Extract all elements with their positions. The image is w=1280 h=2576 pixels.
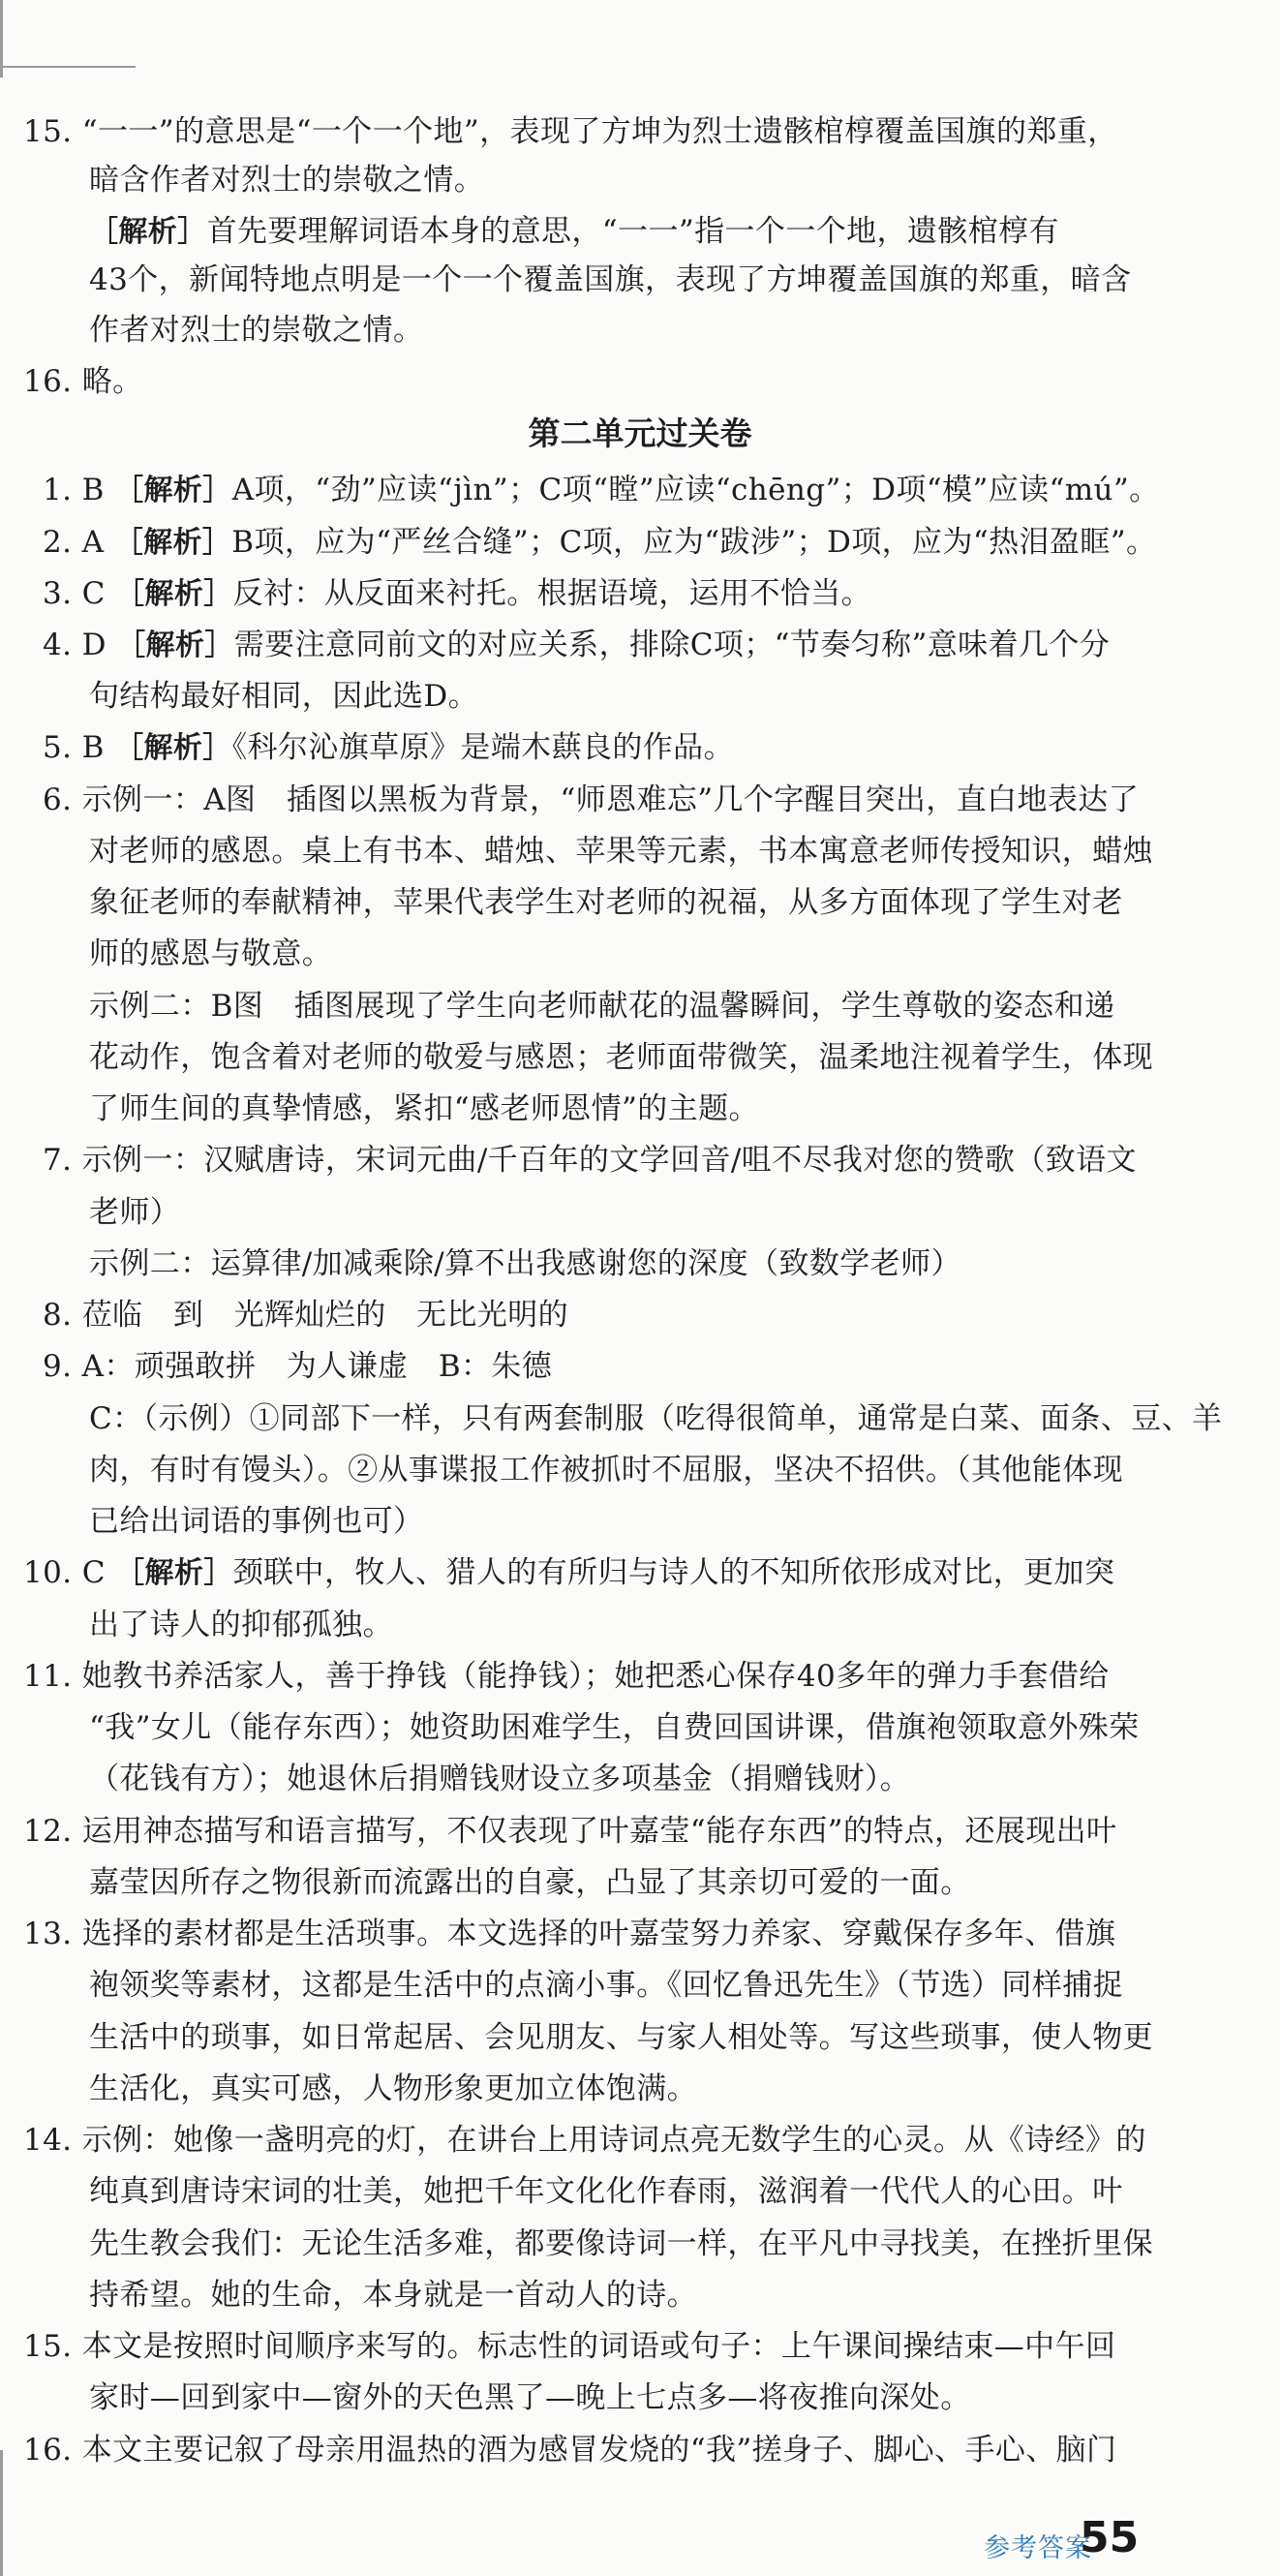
answer-line: “我”女儿（能存东西）；她资助困难学生，自费回国讲课，借旗袍领取意外殊荣 [89, 1710, 1140, 1745]
analysis-tag: ［解析］ [116, 629, 234, 662]
answer-line: 示例二：运算律/加减乘除/算不出我感谢您的深度（致数学老师） [89, 1246, 961, 1281]
footer-label: 参考答案 [984, 2533, 1092, 2563]
answer-line: 暗含作者对烈士的崇敬之情。 [89, 163, 485, 198]
answer-line: 4. D ［解析］需要注意同前文的对应关系，排除C项；“节奏匀称”意味着几个分 [43, 628, 1111, 662]
answer-line: 纯真到唐诗宋词的壮美，她把千年文化化作春雨，滋润着一代代人的心田。叶 [89, 2174, 1123, 2209]
answer-line: 14. 示例：她像一盏明亮的灯，在讲台上用诗词点亮无数学生的心灵。从《诗经》的 [23, 2123, 1146, 2158]
analysis-tag: ［解析］ [113, 526, 232, 560]
answer-line: 15. 本文是按照时间顺序来写的。标志性的词语或句子：上午课间操结束—中午回 [23, 2329, 1116, 2364]
answer-line: 袍领奖等素材，这都是生活中的点滴小事。《回忆鲁迅先生》（节选）同样捕捉 [89, 1968, 1123, 2003]
answer-line: 10. C ［解析］颈联中，牧人、猎人的有所归与诗人的不知所依形成对比，更加突 [23, 1555, 1115, 1590]
answer-line: 2. A ［解析］B项，应为“严丝合缝”；C项，应为“跋涉”；D项，应为“热泪盈眶”。 [43, 525, 1157, 560]
margin-rule-bottom [0, 2450, 3, 2576]
analysis-line: ［解析］首先要理解词语本身的意思，“一一”指一个一个地，遗骸棺椁有 [89, 214, 1059, 249]
answer-line: 出了诗人的抑郁孤独。 [89, 1608, 393, 1642]
answer-line: 生活中的琐事，如日常起居、会见朋友、与家人相处等。写这些琐事，使人物更 [89, 2020, 1153, 2055]
answer-line: 5. B ［解析］《科尔沁旗草原》是端木蕻良的作品。 [43, 730, 734, 765]
answer-line: 8. 莅临 到 光辉灿烂的 无比光明的 [43, 1298, 569, 1333]
answer-line: 16. 本文主要记叙了母亲用温热的酒为感冒发烧的“我”搓身子、脚心、手心、脑门 [23, 2433, 1117, 2468]
answer-line: 已给出词语的事例也可） [89, 1504, 424, 1539]
header-rule [0, 66, 136, 68]
answer-line: 嘉莹因所存之物很新而流露出的自豪，凸显了其亲切可爱的一面。 [89, 1865, 971, 1900]
answer-line: 家时—回到家中—窗外的天色黑了—晚上七点多—将夜推向深处。 [89, 2380, 971, 2415]
answer-line: （花钱有方）；她退休后捐赠钱财设立多项基金（捐赠钱财）。 [89, 1762, 911, 1796]
answer-line: 生活化，真实可感，人物形象更加立体饱满。 [89, 2071, 697, 2106]
analysis-tag: ［解析］ [114, 474, 232, 507]
analysis-tag: ［解析］ [114, 731, 232, 765]
answer-line: C：（示例）①同部下一样，只有两套制服（吃得很简单，通常是白菜、面条、豆、羊 [89, 1401, 1223, 1436]
answer-line: 肉，有时有馒头）。②从事谍报工作被抓时不屈服，坚决不招供。（其他能体现 [89, 1453, 1123, 1487]
answer-line: 13. 选择的素材都是生活琐事。本文选择的叶嘉莹努力养家、穿戴保存多年、借旗 [23, 1917, 1116, 1951]
answer-line: 象征老师的奉献精神，苹果代表学生对老师的祝福，从多方面体现了学生对老 [89, 885, 1123, 920]
answer-line: 3. C ［解析］反衬：从反面来衬托。根据语境，运用不恰当。 [43, 576, 872, 611]
answer-line: 1. B ［解析］A项，“劲”应读“jìn”；C项“瞠”应读“chēng”；D项“模”应读“mú”。 [43, 473, 1160, 507]
answer-line: 花动作，饱含着对老师的敬爱与感恩；老师面带微笑，温柔地注视着学生，体现 [89, 1040, 1153, 1075]
section-title: 第二单元过关卷 [528, 414, 752, 452]
answer-line: 对老师的感恩。桌上有书本、蜡烛、苹果等元素，书本寓意老师传授知识，蜡烛 [89, 834, 1153, 869]
answer-line: 12. 运用神态描写和语言描写，不仅表现了叶嘉莹“能存东西”的特点，还展现出叶 [23, 1814, 1117, 1849]
answer-line: 16. 略。 [23, 364, 143, 399]
answer-line: 师的感恩与敬意。 [89, 936, 333, 971]
answer-line: 持希望。她的生命，本身就是一首动人的诗。 [89, 2278, 697, 2313]
answer-line: 9. A：顽强敢拼 为人谦虚 B：朱德 [43, 1349, 553, 1384]
answer-line: 7. 示例一：汉赋唐诗，宋词元曲/千百年的文学回音/咀不尽我对您的赞歌（致语文 [43, 1143, 1137, 1178]
analysis-tag: ［解析］ [89, 215, 207, 249]
answer-line: 6. 示例一：A图 插图以黑板为背景，“师恩难忘”几个字醒目突出，直白地表达了 [43, 782, 1140, 817]
answer-line: 句结构最好相同，因此选D。 [89, 679, 479, 714]
answer-line: 15. “一一”的意思是“一个一个地”，表现了方坤为烈士遗骸棺椁覆盖国旗的郑重， [23, 114, 1118, 149]
answer-line: 43个，新闻特地点明是一个一个覆盖国旗，表现了方坤覆盖国旗的郑重，暗含 [89, 262, 1132, 297]
answer-line: 示例二：B图 插图展现了学生向老师献花的温馨瞬间，学生尊敬的姿态和递 [89, 989, 1115, 1024]
answer-line: 作者对烈士的崇敬之情。 [89, 313, 424, 348]
page-number: 55 [1080, 2513, 1140, 2562]
answer-line: 了师生间的真挚情感，紧扣“感老师恩情”的主题。 [89, 1091, 759, 1126]
answer-line: 老师） [89, 1195, 181, 1230]
answer-line: 11. 她教书养活家人，善于挣钱（能挣钱）；她把悉心保存40多年的弹力手套借给 [23, 1659, 1110, 1694]
answer-line: 先生教会我们：无论生活多难，都要像诗词一样，在平凡中寻找美，在挫折里保 [89, 2226, 1153, 2261]
analysis-tag: ［解析］ [115, 577, 233, 611]
analysis-tag: ［解析］ [115, 1556, 233, 1590]
